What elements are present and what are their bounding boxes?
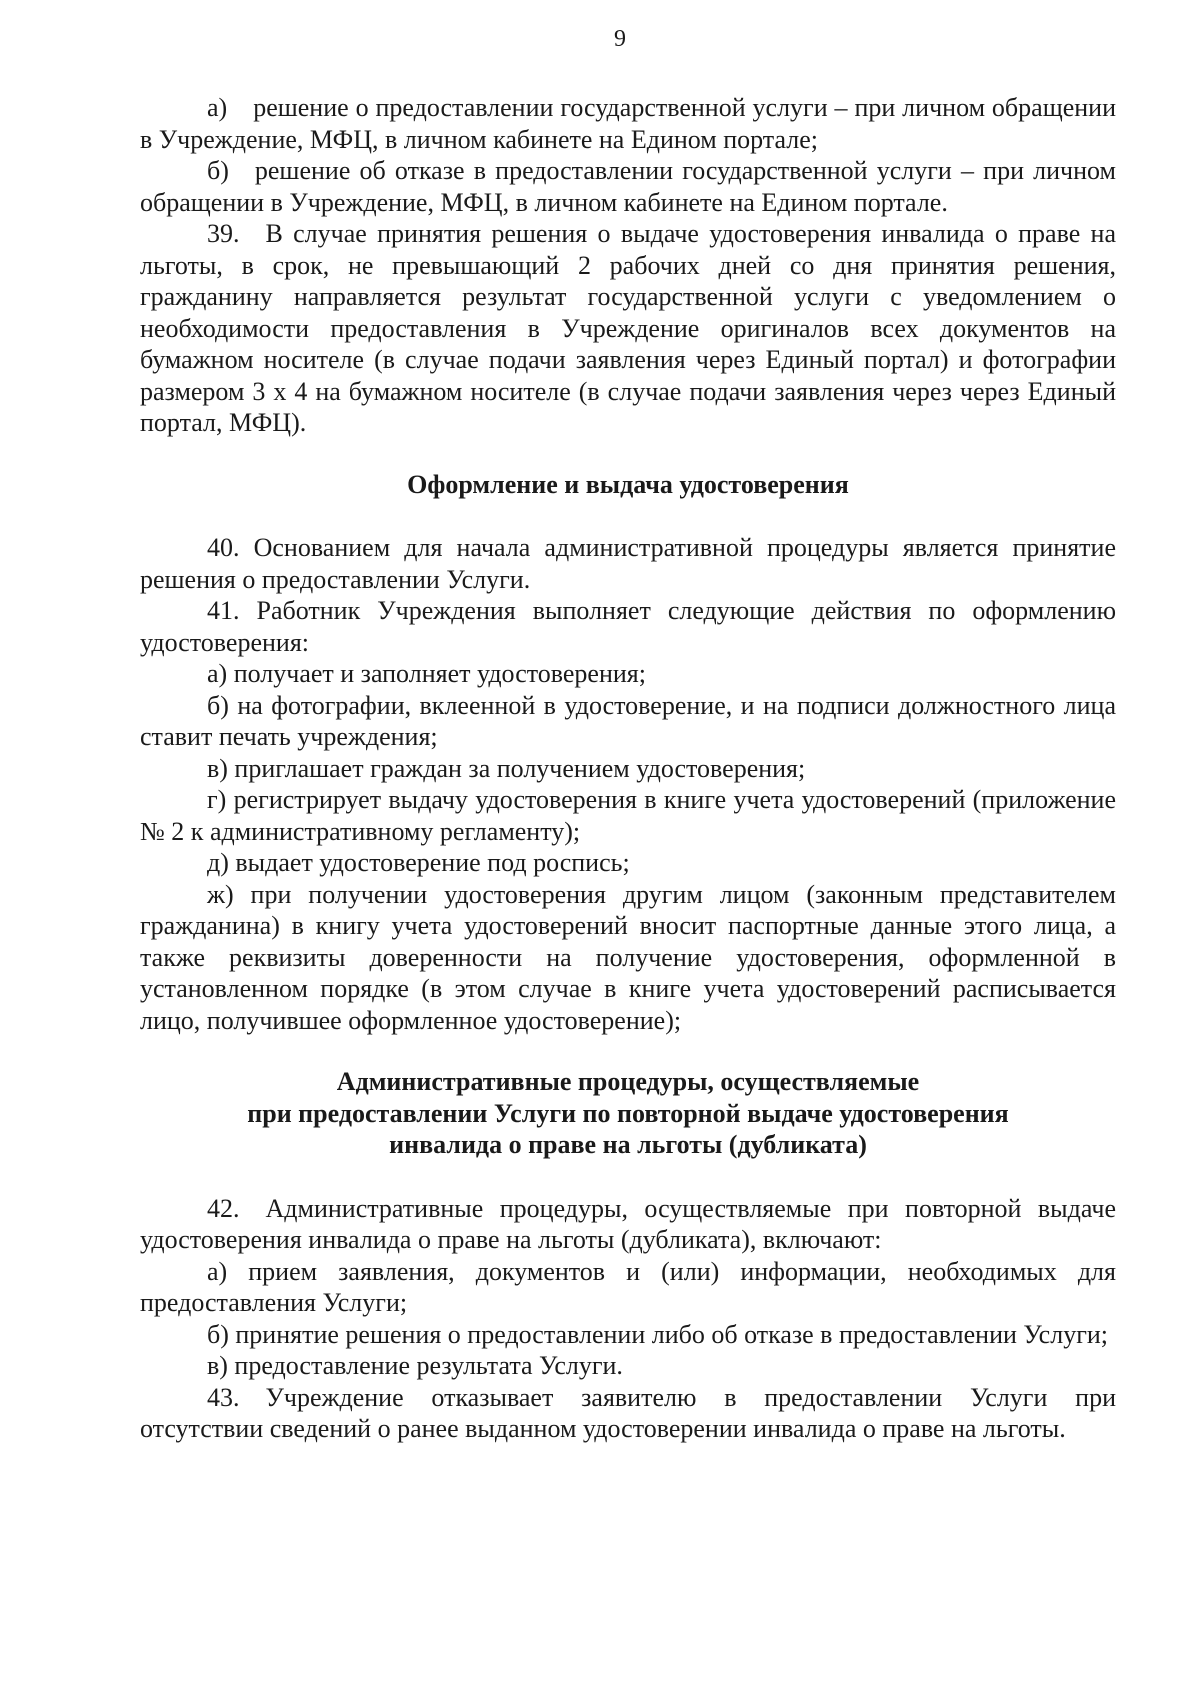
list-item-41e: д) выдает удостоверение под роспись; <box>207 848 630 877</box>
document-body <box>140 92 1116 1445</box>
list-item-41a: а) получает и заполняет удостоверения; <box>207 659 646 688</box>
list-item-42a: а) прием заявления, документов и (или) информации, необходимых для предоставления Услуги; <box>140 1256 1116 1317</box>
spacer <box>140 1036 1116 1066</box>
list-item-41c: в) приглашает граждан за получением удостоверения; <box>207 753 806 783</box>
spacer <box>140 500 1116 532</box>
section-heading-duplicate <box>140 1066 1116 1161</box>
paragraph-39: 39. В случае принятия решения о выдаче удостоверения инвалида о праве на льготы, в срок, не превышающий 2 рабочих дней со дня принятия решения, гражданину направляется результат государственной услуги с уведомлением о необходимости предоставления в Учреждение оригиналов всех документов на бумажном носителе (в случае подачи заявления через Единый портал) и фотографии размером 3 х 4 на бумажном носителе (в случае подачи заявления через через Единый портал, МФЦ). <box>140 219 1116 437</box>
section-results-delivery <box>140 92 1116 439</box>
list-item-41f: ж) при получении удостоверения другим лицом (законным представителем гражданина) в книгу учета удостоверений вносит паспортные данные этого лица, а также реквизиты доверенности на получение удостоверения, оформленной в установленном порядке (в этом случае в книге учета удостоверений расписывается лицо, получившее оформленное удостоверение); <box>140 879 1116 1035</box>
heading-line-3: инвалида о праве на льготы (дубликата) <box>389 1130 867 1159</box>
list-item-41d: г) регистрирует выдачу удостоверения в книге учета удостоверений (приложение № 2 к административному регламенту); <box>140 785 1116 846</box>
spacer <box>140 1161 1116 1193</box>
section-duplicate <box>140 1193 1116 1445</box>
section-issuance <box>140 532 1116 1036</box>
spacer <box>140 439 1116 469</box>
paragraph-41: 41. Работник Учреждения выполняет следующие действия по оформлению удостоверения: <box>140 596 1116 657</box>
list-item-41b: б) на фотографии, вклеенной в удостоверение, и на подписи должностного лица ставит печать учреждения; <box>140 690 1116 751</box>
section-heading-issuance: Оформление и выдача удостоверения <box>407 469 849 499</box>
heading-line-1: Административные процедуры, осуществляемые <box>336 1067 920 1096</box>
heading-line-2: при предоставлении Услуги по повторной выдаче удостоверения <box>247 1098 1009 1128</box>
paragraph-38a: а) решение о предоставлении государственной услуги – при личном обращении в Учреждение, МФЦ, в личном кабинете на Едином портале; <box>140 93 1116 154</box>
page-number: 9 <box>614 26 626 52</box>
list-item-42b: б) принятие решения о предоставлении либо об отказе в предоставлении Услуги; <box>207 1319 1108 1349</box>
list-item-42c: в) предоставление результата Услуги. <box>207 1351 623 1380</box>
paragraph-40: 40. Основанием для начала административной процедуры является принятие решения о предоставлении Услуги. <box>140 533 1116 594</box>
paragraph-38b: б) решение об отказе в предоставлении государственной услуги – при личном обращении в Учреждение, МФЦ, в личном кабинете на Едином портале. <box>140 156 1116 217</box>
paragraph-42: 42. Административные процедуры, осуществляемые при повторной выдаче удостоверения инвалида о праве на льготы (дубликата), включают: <box>140 1193 1116 1254</box>
paragraph-43: 43. Учреждение отказывает заявителю в предоставлении Услуги при отсутствии сведений о ранее выданном удостоверении инвалида о праве на льготы. <box>140 1382 1116 1443</box>
